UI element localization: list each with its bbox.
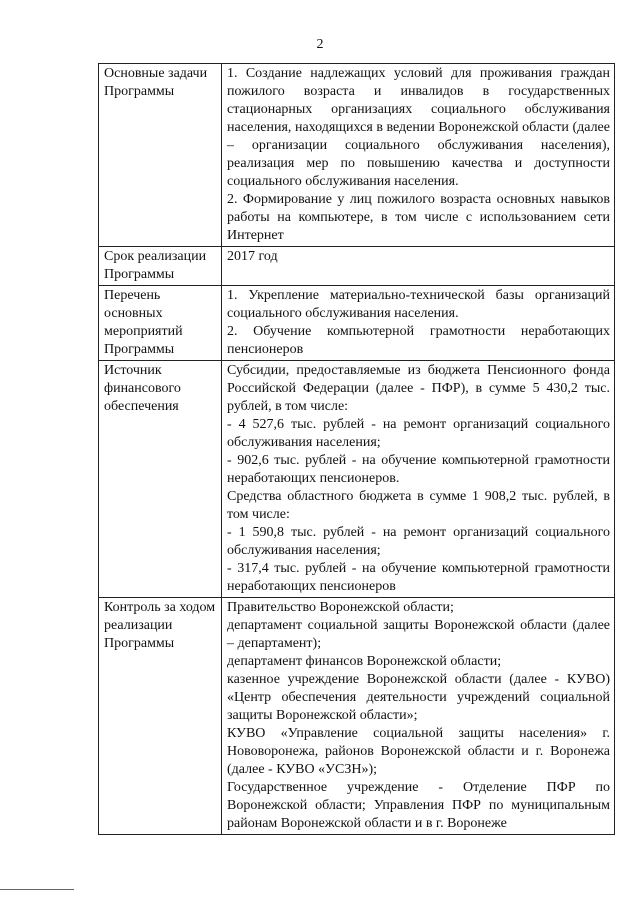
row-label: Основные задачи Программы [104, 66, 208, 99]
paragraph: - 902,6 тыс. рублей - на обучение компьютерной грамотности неработающих пенсионеров. [227, 453, 610, 486]
table-row [99, 64, 615, 247]
paragraph: 1. Укрепление материально-технической базы организаций социального обслуживания населения. [227, 288, 610, 321]
paragraph: 2017 год [227, 249, 278, 264]
paragraph: 2. Обучение компьютерной грамотности неработающих пенсионеров [227, 324, 610, 357]
row-content-cell [222, 247, 615, 286]
table-row [99, 361, 615, 598]
row-label: Контроль за ходом реализации Программы [104, 600, 216, 651]
paragraph: департамент финансов Воронежской области; [227, 654, 502, 669]
paragraph: Государственное учреждение - Отделение ПФР по Воронежской области; Управления ПФР по муниципальным районам Воронежской области и в г. Воронеже [227, 780, 610, 831]
row-label-cell [99, 361, 222, 598]
table-row [99, 286, 615, 361]
table-row [99, 247, 615, 286]
paragraph: - 4 527,6 тыс. рублей - на ремонт организаций социального обслуживания населения; [227, 417, 610, 450]
row-content-cell [222, 361, 615, 598]
paragraph: - 317,4 тыс. рублей - на обучение компьютерной грамотности неработающих пенсионеров [227, 561, 610, 594]
paragraph: 1. Создание надлежащих условий для проживания граждан пожилого возраста и инвалидов в государственных стационарных организациях социального обслуживания населения, находящихся в ведении Воронежской области (далее – организации социального обслуживания населения), реализация мер по повышению качества и доступности социального обслуживания населения. [227, 66, 610, 189]
row-content-cell [222, 64, 615, 247]
row-content-cell [222, 598, 615, 835]
row-label: Срок реализации Программы [104, 249, 207, 282]
row-label-cell [99, 247, 222, 286]
page-number: 2 [316, 37, 324, 52]
paragraph: департамент социальной защиты Воронежской области (далее – департамент); [227, 618, 610, 651]
program-passport-table [98, 63, 615, 835]
row-label: Источник финансового обеспечения [104, 363, 181, 414]
paragraph: - 1 590,8 тыс. рублей - на ремонт организаций социального обслуживания населения; [227, 525, 610, 558]
paragraph: Средства областного бюджета в сумме 1 908,2 тыс. рублей, в том числе: [227, 489, 610, 522]
row-label-cell [99, 286, 222, 361]
row-label: Перечень основных мероприятий Программы [104, 288, 183, 357]
row-label-cell [99, 598, 222, 835]
table-row [99, 598, 615, 835]
row-content-cell [222, 286, 615, 361]
row-label-cell [99, 64, 222, 247]
paragraph: КУВО «Управление социальной защиты населения» г. Нововоронежа, районов Воронежской области и г. Воронежа (далее - КУВО «УСЗН»); [227, 726, 610, 777]
paragraph: Субсидии, предоставляемые из бюджета Пенсионного фонда Российской Федерации (далее - ПФР), в сумме 5 430,2 тыс. рублей, в том числе: [227, 363, 610, 414]
paragraph: Правительство Воронежской области; [227, 600, 454, 615]
paragraph: казенное учреждение Воронежской области (далее - КУВО) «Центр обеспечения деятельности учреждений социальной защиты Воронежской области»; [227, 672, 610, 723]
paragraph: 2. Формирование у лиц пожилого возраста основных навыков работы на компьютере, в том числе с использованием сети Интернет [227, 192, 610, 243]
footer-rule [0, 889, 74, 890]
